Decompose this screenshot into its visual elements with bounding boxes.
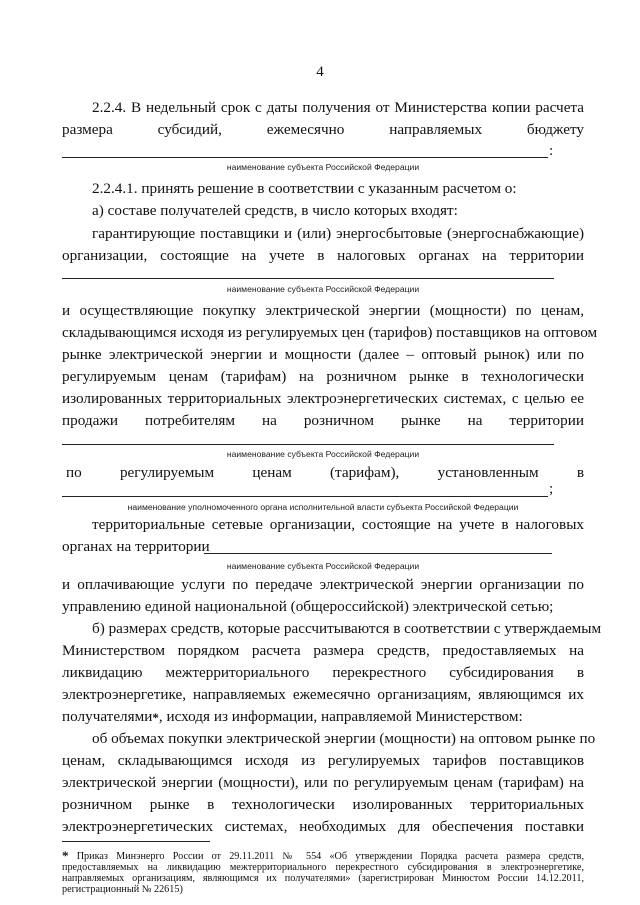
item-b-line-1: б) размерах средств, которые рассчитываются в соответствии с утверждаемым — [92, 620, 602, 637]
body-line-12: продажи потребителям на розничном рынке на территории — [62, 412, 584, 429]
blank-line-subject-4 — [204, 553, 552, 554]
item-a-line-1: гарантирующие поставщики и (или) энергосбытовые (энергоснабжающие) — [92, 225, 584, 242]
body-line-27: электроэнергетических системах, необходимых для обеспечения поставки — [62, 818, 584, 835]
item-b-line-5 — [62, 706, 584, 729]
footnote-rule — [62, 841, 210, 842]
body-line-11: изолированных территориальных электроэнергетических системах, с целью ее — [62, 390, 584, 407]
item-b-line-5-b: , исходя из информации, направляемой Министерством: — [158, 708, 523, 725]
page-number: 4 — [316, 64, 324, 80]
item-a-line-2: организации, состоящие на учете в налоговых органах на территории — [62, 247, 584, 264]
footnote-line-4: регистрационный № 22615) — [62, 884, 183, 895]
body-line-10: регулируемым ценам (тарифам) на розничном рынке в технологически — [62, 368, 584, 385]
blank-line-authority — [62, 496, 548, 497]
item-b-line-2: Министерством порядком расчета размера средств, предоставляемых на — [62, 642, 584, 659]
caption-authority: наименование уполномоченного органа исполнительной власти субъекта Российской Федерации — [127, 502, 519, 512]
item-a: а) составе получателей средств, в число которых входят: — [92, 202, 458, 219]
footnote-line-2: предоставляемых на ликвидацию межтерриториального перекрестного субсидирования в электроэнергетике, — [62, 862, 584, 873]
item-b-line-4: электроэнергетике, направляемых ежемесячно организациям, являющимся их — [62, 686, 584, 703]
footnote-line-1: * Приказ Минэнерго России от 29.11.2011 № 554 «Об утверждении Порядка расчета размера средств, — [62, 848, 584, 863]
blank-line-subject — [62, 157, 548, 158]
body-line-8: складывающимся исходя из регулируемых цен (тарифов) поставщиков на оптовом — [62, 324, 598, 341]
footnote-marker: * — [152, 710, 159, 725]
body-line-16: и оплачивающие услуги по передаче электрической энергии организации по — [62, 576, 584, 593]
semicolon-mark: ; — [549, 480, 554, 497]
blank-line-subject-2 — [62, 278, 554, 279]
body-line-23: об объемах покупки электрической энергии (мощности) на оптовом рынке по — [92, 730, 596, 747]
body-line-25: электрической энергии (мощности), или по регулируемым ценам (тарифам) на — [62, 774, 584, 791]
footnote-star: * — [62, 848, 69, 863]
blank-line-subject-3 — [62, 444, 554, 445]
body-line-15: органах на территории — [62, 538, 210, 555]
footnote-line-3: направляемых организациям, являющимся их получателями» (зарегистрирован Минюстом России 14.12.2011, — [62, 873, 584, 884]
paragraph-2-2-4-line-1: 2.2.4. В недельный срок с даты получения от Министерства копии расчета — [92, 99, 584, 116]
body-line-24: ценам, складывающимся исходя из регулируемых тарифов поставщиков — [62, 752, 584, 769]
caption-subject-3: наименование субъекта Российской Федерации — [226, 449, 420, 459]
item-b-line-3: ликвидацию межтерриториального перекрестного субсидирования в — [62, 664, 584, 681]
caption-subject-4: наименование субъекта Российской Федерации — [226, 561, 420, 571]
body-line-9: рынке электрической энергии и мощности (далее – оптовый рынок) или по — [62, 346, 584, 363]
colon-mark: : — [549, 142, 554, 159]
body-line-14: территориальные сетевые организации, состоящие на учете в налоговых — [92, 516, 584, 533]
caption-subject-2: наименование субъекта Российской Федерации — [226, 284, 420, 294]
body-line-26: розничном рынке в технологически изолированных территориальных — [62, 796, 584, 813]
body-line-17: управлению единой национальной (общероссийской) электрической сетью; — [62, 598, 554, 615]
caption-subject-1: наименование субъекта Российской Федерации — [226, 162, 420, 172]
body-line-13: по регулируемым ценам (тарифам), установленным в — [66, 464, 584, 481]
paragraph-2-2-4-line-2: размера субсидий, ежемесячно направляемых бюджету — [62, 121, 584, 138]
paragraph-2-2-4-1: 2.2.4.1. принять решение в соответствии с указанным расчетом о: — [92, 180, 517, 197]
body-line-7: и осуществляющие покупку электрической энергии (мощности) по ценам, — [62, 302, 584, 319]
item-b-line-5-a: получателями — [62, 708, 153, 725]
footnote — [62, 850, 584, 895]
